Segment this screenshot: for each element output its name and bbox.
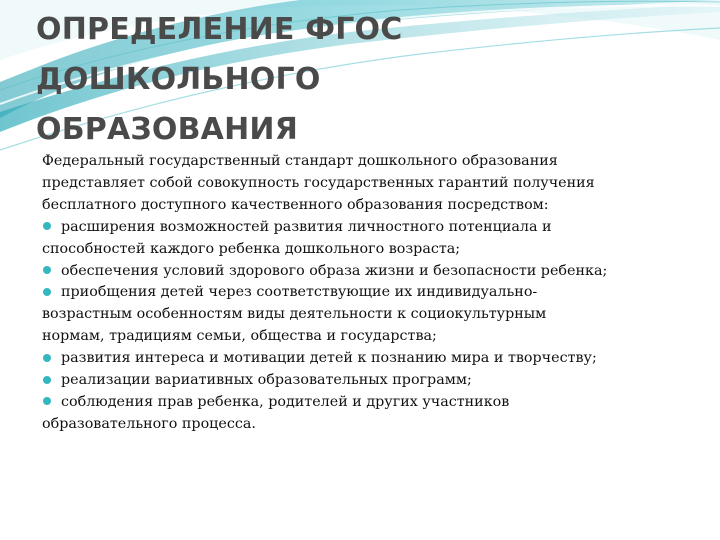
bullet-text: способностей каждого ребенка дошкольного возраста; [42,240,461,257]
bullet-item [42,392,692,436]
bullet-dot-icon [43,354,51,362]
bullet-text: нормам, традициям семьи, общества и государства; [42,328,437,345]
slide-body [42,151,692,436]
bullet-text: обеспечения условий здорового образа жизни и безопасности ребенка; [61,262,608,279]
bullet-item [42,217,692,261]
bullet-text: приобщения детей через соответствующие их индивидуально- [61,284,538,301]
bullet-dot-icon [43,266,51,274]
bullet-text: развития интереса и мотивации детей к познанию мира и творчеству; [61,350,597,367]
intro-line: представляет собой совокупность государственных гарантий получения [42,174,595,191]
bullet-text: расширения возможностей развития личностного потенциала и [61,218,552,235]
bullet-dot-icon [43,376,51,384]
bullet-text: реализации вариативных образовательных программ; [61,372,472,389]
slide-title [36,5,456,155]
bullet-dot-icon [43,288,51,296]
bullet-dot-icon [43,397,51,405]
bullet-item [42,348,692,370]
bullet-text: возрастным особенностям виды деятельности к социокультурным [42,306,547,323]
bullet-item [42,282,692,348]
title-line-3: ОБРАЗОВАНИЯ [36,112,298,147]
bullet-dot-icon [43,222,51,230]
title-line-2: ДОШКОЛЬНОГО [36,62,321,97]
intro-paragraph [42,151,692,217]
title-line-1: ОПРЕДЕЛЕНИЕ ФГОС [36,12,403,47]
intro-line: Федеральный государственный стандарт дошкольного образования [42,153,558,169]
bullet-item [42,261,692,283]
bullet-text: образовательного процесса. [42,415,256,432]
bullet-text: соблюдения прав ребенка, родителей и других участников [61,393,510,410]
intro-line: бесплатного доступного качественного образования посредством: [42,196,549,213]
bullet-item [42,370,692,392]
